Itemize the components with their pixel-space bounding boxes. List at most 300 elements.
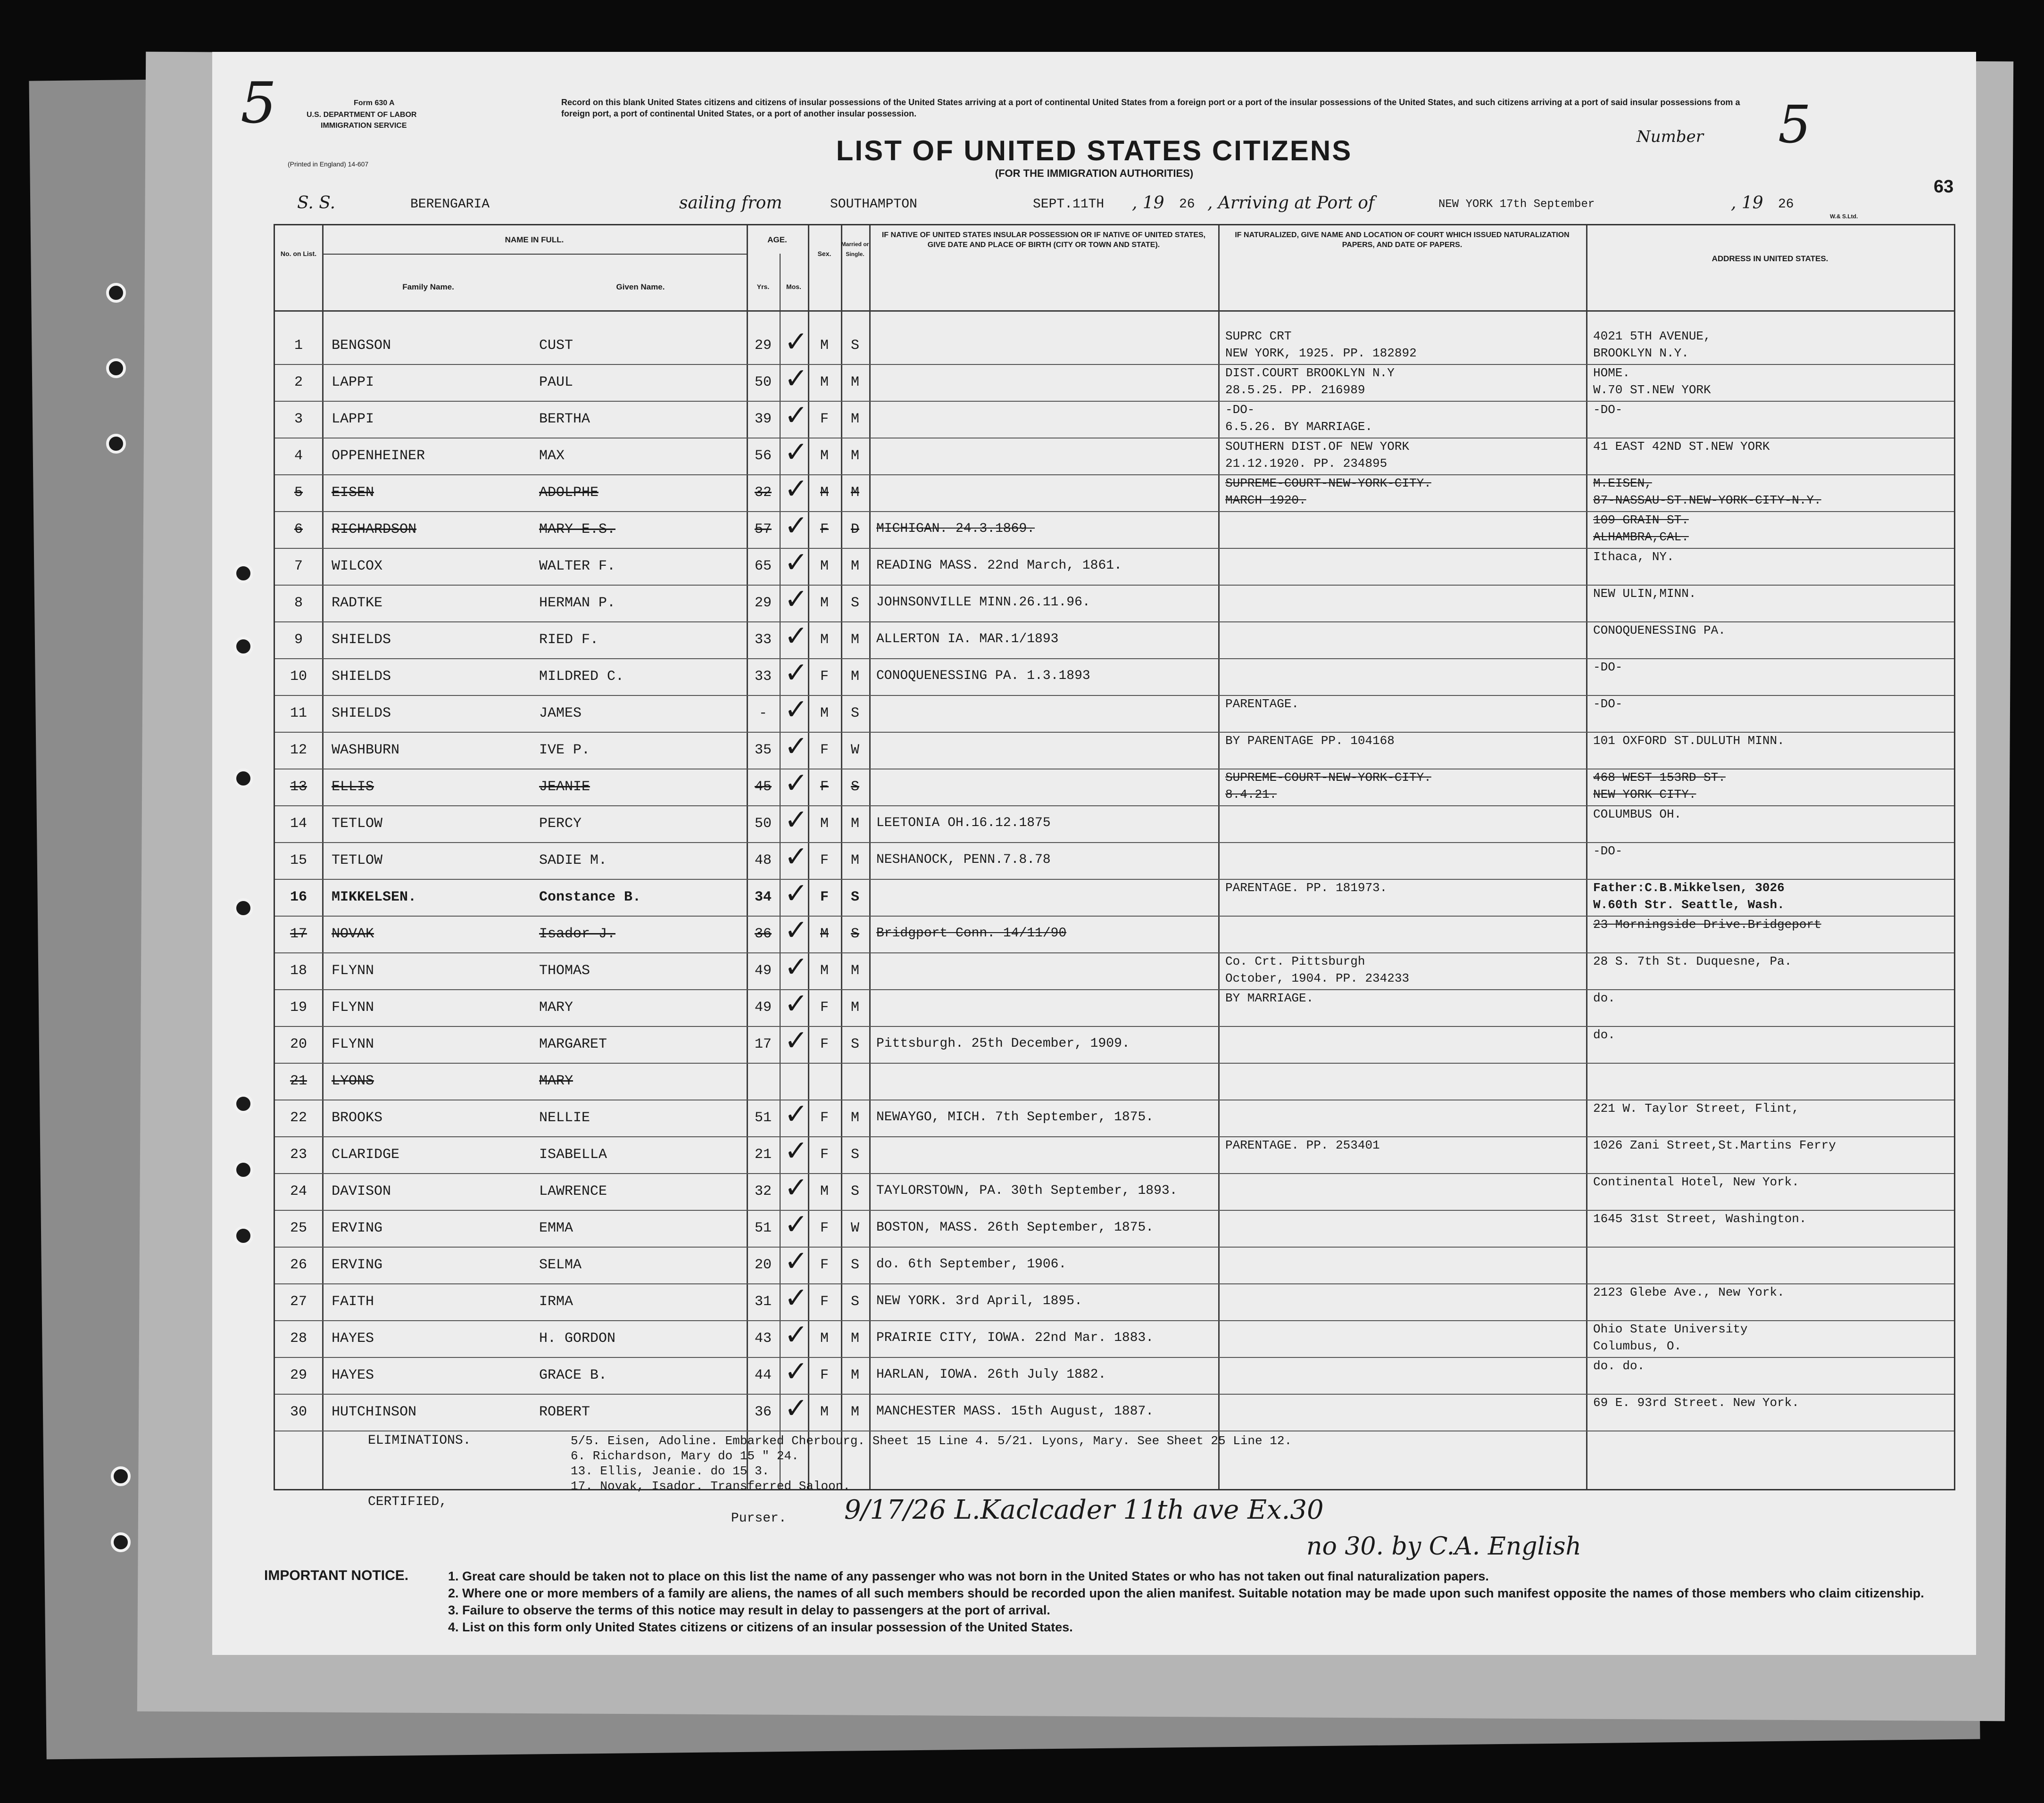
- cell-addr1: do. do.: [1593, 1359, 1645, 1373]
- check-mark: ✓: [784, 1208, 808, 1241]
- cell-family: SHIELDS: [332, 669, 391, 685]
- cell-no: 22: [290, 1110, 307, 1126]
- cell-sex: M: [820, 374, 829, 390]
- check-mark: ✓: [784, 1282, 808, 1315]
- cell-family: SHIELDS: [332, 632, 391, 648]
- cell-family: HUTCHINSON: [332, 1404, 417, 1420]
- check-mark: ✓: [784, 840, 808, 873]
- cell-family: FLYNN: [332, 963, 374, 979]
- year-from: 26: [1179, 197, 1195, 212]
- table-row: [275, 362, 1954, 402]
- cell-family: CLARIDGE: [332, 1147, 400, 1163]
- table-row: [275, 325, 1954, 365]
- check-mark: ✓: [784, 583, 808, 616]
- check-mark: ✓: [784, 509, 808, 542]
- cell-no: 5: [294, 485, 303, 501]
- cell-sex: F: [820, 1257, 829, 1273]
- cell-given: IVE P.: [539, 742, 590, 758]
- notice-item: 2. Where one or more members of a family are aliens, the names of all such members should be recorded upon the alien manifest. Suitable notation may be made upon such manifest opposite the names of those members who claim citizenship.: [448, 1586, 1924, 1600]
- table-row: [275, 399, 1954, 438]
- check-mark: ✓: [784, 1098, 808, 1131]
- check-mark: ✓: [784, 656, 808, 689]
- manifest-rows: [275, 310, 1954, 1489]
- cell-sex: F: [820, 521, 829, 538]
- cell-given: JAMES: [539, 705, 582, 721]
- check-mark: ✓: [784, 436, 808, 469]
- cell-addr1: 23 Morningside Drive.Bridgeport: [1593, 918, 1821, 932]
- cell-given: WALTER F.: [539, 558, 616, 574]
- number-label: Number: [1637, 127, 1704, 146]
- cell-no: 26: [290, 1257, 307, 1273]
- cell-nat1: SUPREME-COURT-NEW-YORK-CITY.: [1225, 770, 1431, 785]
- cell-family: HAYES: [332, 1367, 374, 1383]
- cell-family: LYONS: [332, 1073, 374, 1089]
- table-row: [275, 438, 1954, 475]
- cell-sex: F: [820, 1000, 829, 1016]
- cell-given: PERCY: [539, 816, 582, 832]
- cell-addr1: 2123 Glebe Ave., New York.: [1593, 1285, 1785, 1299]
- table-row: [275, 583, 1954, 622]
- check-mark: ✓: [784, 1245, 808, 1278]
- cell-no: 19: [290, 1000, 307, 1016]
- cell-addr1: COLUMBUS OH.: [1593, 807, 1682, 821]
- cell-ms: M: [850, 1000, 859, 1016]
- cell-addr1: 1645 31st Street, Washington.: [1593, 1212, 1807, 1226]
- cell-sex: F: [820, 779, 829, 795]
- cell-given: MARY: [539, 1073, 573, 1089]
- cell-birth: READING MASS. 22nd March, 1861.: [876, 558, 1122, 573]
- cell-addr1: 69 E. 93rd Street. New York.: [1593, 1396, 1799, 1410]
- header-naturalized: IF NATURALIZED, GIVE NAME AND LOCATION OF COURT WHICH ISSUED NATURALIZATION PAPERS, AND DATE OF PAPERS.: [1235, 231, 1570, 249]
- cell-ms: S: [850, 926, 859, 942]
- header-no: No. on List.: [280, 250, 317, 257]
- header-given-name: Given Name.: [616, 282, 665, 291]
- cell-no: 20: [290, 1036, 307, 1052]
- cell-nat1: SUPREME-COURT-NEW-YORK-CITY.: [1225, 476, 1431, 490]
- cell-ms: M: [850, 1110, 859, 1126]
- cell-ms: M: [850, 411, 859, 427]
- cell-family: FLYNN: [332, 1000, 374, 1016]
- cell-no: 1: [294, 338, 303, 354]
- cell-birth: NESHANOCK, PENN.7.8.78: [876, 852, 1051, 867]
- table-row: [275, 730, 1954, 769]
- cell-yrs: 17: [754, 1036, 772, 1052]
- cell-ms: M: [850, 1331, 859, 1347]
- handwritten-note-2: no 30. by C.A. English: [1306, 1532, 1581, 1561]
- cell-family: EISEN: [332, 485, 374, 501]
- year-to: 26: [1778, 197, 1794, 212]
- table-row: [275, 1100, 1954, 1137]
- cell-ms: M: [850, 632, 859, 648]
- check-mark: ✓: [784, 325, 808, 358]
- cell-given: BERTHA: [539, 411, 590, 427]
- cell-ms: M: [850, 1404, 859, 1420]
- cell-nat1: SOUTHERN DIST.OF NEW YORK: [1225, 439, 1410, 454]
- cell-sex: F: [820, 1147, 829, 1163]
- cell-no: 3: [294, 411, 303, 427]
- cell-no: 4: [294, 448, 303, 464]
- cell-birth: Pittsburgh. 25th December, 1909.: [876, 1036, 1130, 1051]
- cell-family: LAPPI: [332, 374, 374, 390]
- cell-sex: F: [820, 411, 829, 427]
- ship-name: BERENGARIA: [410, 197, 490, 212]
- page-number: 63: [1934, 177, 1954, 197]
- number-value: 5: [1778, 94, 1811, 155]
- cell-no: 7: [294, 558, 303, 574]
- table-row: [275, 1064, 1954, 1100]
- cell-nat2: MARCH 1920.: [1225, 493, 1306, 507]
- cell-family: LAPPI: [332, 411, 374, 427]
- cell-given: IRMA: [539, 1294, 573, 1310]
- header-sex: Sex.: [817, 250, 831, 257]
- cell-family: SHIELDS: [332, 705, 391, 721]
- notice-list: [448, 1568, 1948, 1636]
- cell-ms: W: [850, 742, 859, 758]
- table-row: [275, 546, 1954, 586]
- cell-addr1: NEW ULIN,MINN.: [1593, 587, 1696, 601]
- cell-given: RIED F.: [539, 632, 599, 648]
- cell-yrs: 33: [754, 632, 772, 648]
- check-mark: ✓: [784, 1024, 808, 1057]
- cell-no: 29: [290, 1367, 307, 1383]
- cell-sex: F: [820, 1294, 829, 1310]
- cell-addr1: CONOQUENESSING PA.: [1593, 623, 1726, 637]
- cell-ms: S: [850, 1183, 859, 1199]
- cell-ms: M: [850, 1367, 859, 1383]
- cell-given: MARY E.S.: [539, 521, 616, 538]
- form-department: U.S. DEPARTMENT OF LABOR: [307, 111, 417, 119]
- cell-no: 25: [290, 1220, 307, 1236]
- cell-birth: MICHIGAN. 24.3.1869.: [876, 521, 1035, 536]
- binder-hole: [106, 434, 126, 454]
- cell-birth: CONOQUENESSING PA. 1.3.1893: [876, 669, 1090, 683]
- binder-hole: [106, 283, 126, 303]
- cell-birth: HARLAN, IOWA. 26th July 1882.: [876, 1367, 1106, 1382]
- cell-given: SELMA: [539, 1257, 582, 1273]
- cell-ms: M: [850, 963, 859, 979]
- cell-addr2: BROOKLYN N.Y.: [1593, 346, 1689, 360]
- header-name-in-full: NAME IN FULL.: [505, 235, 564, 244]
- header-address: ADDRESS IN UNITED STATES.: [1712, 254, 1828, 263]
- check-mark: ✓: [784, 693, 808, 726]
- cell-given: Constance B.: [539, 889, 641, 905]
- elimination-line: 13. Ellis, Jeanie. do 15 3.: [571, 1464, 770, 1478]
- cell-no: 2: [294, 374, 303, 390]
- cell-nat2: 28.5.25. PP. 216989: [1225, 383, 1365, 397]
- check-mark: ✓: [784, 362, 808, 395]
- cell-ms: W: [850, 1220, 859, 1236]
- cell-given: EMMA: [539, 1220, 573, 1236]
- check-mark: ✓: [784, 1134, 808, 1167]
- cell-addr1: HOME.: [1593, 366, 1630, 380]
- notice-label: IMPORTANT NOTICE.: [264, 1568, 409, 1583]
- cell-ms: M: [850, 816, 859, 832]
- cell-nat2: NEW YORK, 1925. PP. 182892: [1225, 346, 1417, 360]
- cell-no: 18: [290, 963, 307, 979]
- check-mark: ✓: [784, 730, 808, 763]
- cell-given: MARGARET: [539, 1036, 607, 1052]
- cell-sex: F: [820, 889, 829, 905]
- cell-ms: M: [850, 852, 859, 868]
- cell-sex: F: [820, 742, 829, 758]
- cell-sex: M: [820, 1331, 829, 1347]
- binder-hole: [233, 898, 253, 918]
- table-row: [275, 953, 1954, 990]
- purser-label: Purser.: [731, 1511, 787, 1526]
- cell-given: H. GORDON: [539, 1331, 616, 1347]
- eliminations-label: ELIMINATIONS.: [368, 1433, 471, 1448]
- name-header-line: [322, 254, 747, 255]
- table-row: [275, 1024, 1954, 1064]
- cell-addr2: Columbus, O.: [1593, 1339, 1682, 1353]
- cell-addr1: 1026 Zani Street,St.Martins Ferry: [1593, 1138, 1836, 1152]
- cell-addr1: do.: [1593, 991, 1615, 1005]
- cell-given: THOMAS: [539, 963, 590, 979]
- cell-yrs: 35: [754, 742, 772, 758]
- cell-birth: Bridgport Conn. 14/11/90: [876, 926, 1067, 941]
- cell-addr1: 28 S. 7th St. Duquesne, Pa.: [1593, 954, 1792, 968]
- cell-sex: M: [820, 485, 829, 501]
- cell-family: HAYES: [332, 1331, 374, 1347]
- notice-item: 3. Failure to observe the terms of this notice may result in delay to passengers at the port of arrival.: [448, 1603, 1050, 1617]
- cell-family: ERVING: [332, 1220, 383, 1236]
- handwritten-date-note: 9/17/26 L.Kaclcader 11th ave Ex.30: [844, 1495, 1324, 1525]
- cell-family: BENGSON: [332, 338, 391, 354]
- cell-sex: M: [820, 448, 829, 464]
- cell-ms: S: [850, 1147, 859, 1163]
- cell-yrs: 36: [754, 926, 772, 942]
- table-row: [275, 769, 1954, 806]
- cell-addr1: Continental Hotel, New York.: [1593, 1175, 1799, 1189]
- cell-addr2: NEW YORK CITY.: [1593, 787, 1696, 802]
- cell-yrs: 45: [754, 779, 772, 795]
- cell-sex: M: [820, 816, 829, 832]
- table-row: [275, 877, 1954, 917]
- check-mark: ✓: [784, 546, 808, 579]
- cell-nat2: 6.5.26. BY MARRIAGE.: [1225, 420, 1373, 434]
- cell-ms: S: [850, 595, 859, 611]
- cell-no: 23: [290, 1147, 307, 1163]
- check-mark: ✓: [784, 951, 808, 984]
- cell-yrs: 39: [754, 411, 772, 427]
- elimination-line: 17. Novak, Isador. Transferred Saloon.: [571, 1479, 850, 1493]
- cell-given: SADIE M.: [539, 852, 607, 868]
- cell-addr1: -DO-: [1593, 660, 1623, 674]
- cell-addr1: -DO-: [1593, 403, 1623, 417]
- table-row: [275, 1134, 1954, 1174]
- header-mos: Mos.: [786, 283, 801, 290]
- cell-birth: BOSTON, MASS. 26th September, 1875.: [876, 1220, 1154, 1235]
- cell-sex: F: [820, 669, 829, 685]
- cell-sex: M: [820, 926, 829, 942]
- table-row: [275, 914, 1954, 953]
- cell-yrs: 51: [754, 1110, 772, 1126]
- cell-nat1: DIST.COURT BROOKLYN N.Y: [1225, 366, 1395, 380]
- cell-addr1: 101 OXFORD ST.DULUTH MINN.: [1593, 734, 1785, 748]
- binder-hole: [233, 1160, 253, 1180]
- cell-addr2: 87-NASSAU-ST.NEW-YORK-CITY-N.Y.: [1593, 493, 1821, 507]
- cell-addr1: 468 WEST 153RD ST.: [1593, 770, 1726, 785]
- certified-label: CERTIFIED,: [368, 1495, 448, 1509]
- page-subtitle: (FOR THE IMMIGRATION AUTHORITIES): [995, 167, 1194, 179]
- cell-ms: M: [850, 485, 859, 501]
- cell-yrs: 51: [754, 1220, 772, 1236]
- binder-hole: [111, 1466, 131, 1486]
- cell-ms: M: [850, 558, 859, 574]
- cell-yrs: 34: [754, 889, 772, 905]
- cell-nat2: 21.12.1920. PP. 234895: [1225, 456, 1388, 471]
- cell-sex: M: [820, 963, 829, 979]
- cell-sex: M: [820, 558, 829, 574]
- cell-nat2: 8.4.21.: [1225, 787, 1277, 802]
- binder-hole: [233, 1226, 253, 1246]
- cell-birth: TAYLORSTOWN, PA. 30th September, 1893.: [876, 1183, 1178, 1198]
- cell-family: FLYNN: [332, 1036, 374, 1052]
- cell-given: LAWRENCE: [539, 1183, 607, 1199]
- printer-mark: W.& S.Ltd.: [1830, 213, 1858, 220]
- notice-item: 4. List on this form only United States citizens or citizens of an insular possession of the United States.: [448, 1620, 1073, 1634]
- cell-sex: F: [820, 1220, 829, 1236]
- cell-yrs: 56: [754, 448, 772, 464]
- cell-yrs: 50: [754, 374, 772, 390]
- cell-ms: S: [850, 1036, 859, 1052]
- cell-no: 30: [290, 1404, 307, 1420]
- cell-family: ERVING: [332, 1257, 383, 1273]
- cell-sex: M: [820, 595, 829, 611]
- check-mark: ✓: [784, 620, 808, 653]
- cell-addr1: Father:C.B.Mikkelsen, 3026: [1593, 881, 1785, 895]
- cell-ms: M: [850, 374, 859, 390]
- binder-hole: [233, 563, 253, 583]
- cell-no: 8: [294, 595, 303, 611]
- cell-ms: S: [850, 338, 859, 354]
- arriving-label: , Arriving at Port of: [1207, 193, 1375, 213]
- cell-sex: M: [820, 338, 829, 354]
- cell-addr1: 109 GRAIN ST.: [1593, 513, 1689, 527]
- form-printed: (Printed in England) 14-607: [288, 160, 369, 168]
- manifest-sheet: [212, 52, 1976, 1655]
- header-yrs: Yrs.: [756, 283, 770, 290]
- check-mark: ✓: [784, 472, 808, 505]
- cell-birth: do. 6th September, 1906.: [876, 1257, 1067, 1272]
- cell-nat1: Co. Crt. Pittsburgh: [1225, 954, 1365, 968]
- cell-no: 16: [290, 889, 307, 905]
- binder-hole: [233, 1094, 253, 1114]
- cell-addr1: 4021 5TH AVENUE,: [1593, 329, 1711, 343]
- cell-sex: F: [820, 1367, 829, 1383]
- cell-birth: PRAIRIE CITY, IOWA. 22nd Mar. 1883.: [876, 1331, 1154, 1345]
- cell-nat1: BY PARENTAGE PP. 104168: [1225, 734, 1395, 748]
- table-row: [275, 840, 1954, 880]
- cell-nat1: PARENTAGE. PP. 253401: [1225, 1138, 1380, 1152]
- manifest-table: [274, 224, 1955, 1490]
- cell-nat1: BY MARRIAGE.: [1225, 991, 1314, 1005]
- check-mark: ✓: [784, 1355, 808, 1388]
- cell-given: JEANIE: [539, 779, 590, 795]
- cell-family: WILCOX: [332, 558, 383, 574]
- check-mark: ✓: [784, 399, 808, 432]
- cell-sex: M: [820, 1183, 829, 1199]
- cell-no: 15: [290, 852, 307, 868]
- cell-ms: S: [850, 1257, 859, 1273]
- cell-given: NELLIE: [539, 1110, 590, 1126]
- cell-ms: M: [850, 669, 859, 685]
- cell-family: NOVAK: [332, 926, 374, 942]
- cell-given: Isador J.: [539, 926, 616, 942]
- check-mark: ✓: [784, 767, 808, 800]
- cell-ms: S: [850, 1294, 859, 1310]
- cell-no: 28: [290, 1331, 307, 1347]
- check-mark: ✓: [784, 803, 808, 836]
- port-to: NEW YORK 17th September: [1438, 198, 1595, 211]
- corner-mark: 5: [241, 71, 277, 136]
- cell-yrs: 43: [754, 1331, 772, 1347]
- binder-hole: [106, 358, 126, 378]
- cell-yrs: 50: [754, 816, 772, 832]
- table-row: [275, 1208, 1954, 1248]
- year-label-2: , 19: [1731, 193, 1763, 213]
- cell-no: 6: [294, 521, 303, 538]
- cell-no: 24: [290, 1183, 307, 1199]
- cell-family: TETLOW: [332, 852, 383, 868]
- header-native: IF NATIVE OF UNITED STATES INSULAR POSSESSION OR IF NATIVE OF UNITED STATES, GIVE DATE AND PLACE OF BIRTH (CITY OR TOWN AND STATE).: [881, 231, 1206, 249]
- cell-yrs: 65: [754, 558, 772, 574]
- cell-addr2: W.70 ST.NEW YORK: [1593, 383, 1711, 397]
- cell-family: WASHBURN: [332, 742, 400, 758]
- cell-addr2: ALHAMBRA,CAL.: [1593, 530, 1689, 544]
- cell-sex: F: [820, 1110, 829, 1126]
- cell-family: BROOKS: [332, 1110, 383, 1126]
- sailing-label: sailing from: [679, 193, 782, 213]
- cell-sex: F: [820, 1036, 829, 1052]
- table-row: [275, 1318, 1954, 1358]
- cell-no: 12: [290, 742, 307, 758]
- cell-yrs: 31: [754, 1294, 772, 1310]
- cell-nat2: October, 1904. PP. 234233: [1225, 971, 1410, 985]
- table-row: [275, 1392, 1954, 1431]
- cell-addr1: 41 EAST 42ND ST.NEW YORK: [1593, 439, 1770, 454]
- table-row: [275, 1355, 1954, 1395]
- cell-family: ELLIS: [332, 779, 374, 795]
- cell-family: FAITH: [332, 1294, 374, 1310]
- cell-given: GRACE B.: [539, 1367, 607, 1383]
- table-row: [275, 472, 1954, 512]
- table-row: [275, 693, 1954, 733]
- cell-given: ISABELLA: [539, 1147, 607, 1163]
- cell-yrs: 20: [754, 1257, 772, 1273]
- cell-given: ADOLPHE: [539, 485, 599, 501]
- cell-no: 10: [290, 669, 307, 685]
- cell-birth: JOHNSONVILLE MINN.26.11.96.: [876, 595, 1090, 610]
- cell-family: MIKKELSEN.: [332, 889, 417, 905]
- check-mark: ✓: [784, 1318, 808, 1351]
- check-mark: ✓: [784, 1171, 808, 1204]
- port-from: SOUTHAMPTON: [830, 197, 917, 212]
- check-mark: ✓: [784, 1392, 808, 1425]
- table-row: [275, 803, 1954, 843]
- year-label: , 19: [1132, 193, 1164, 213]
- cell-yrs: 49: [754, 1000, 772, 1016]
- cell-nat1: SUPRC CRT: [1225, 329, 1292, 343]
- cell-yrs: 48: [754, 852, 772, 868]
- cell-nat1: PARENTAGE.: [1225, 697, 1299, 711]
- cell-birth: NEW YORK. 3rd April, 1895.: [876, 1294, 1082, 1308]
- cell-no: 17: [290, 926, 307, 942]
- cell-no: 13: [290, 779, 307, 795]
- cell-family: OPPENHEINER: [332, 448, 425, 464]
- cell-birth: LEETONIA OH.16.12.1875: [876, 816, 1051, 830]
- cell-ms: S: [850, 889, 859, 905]
